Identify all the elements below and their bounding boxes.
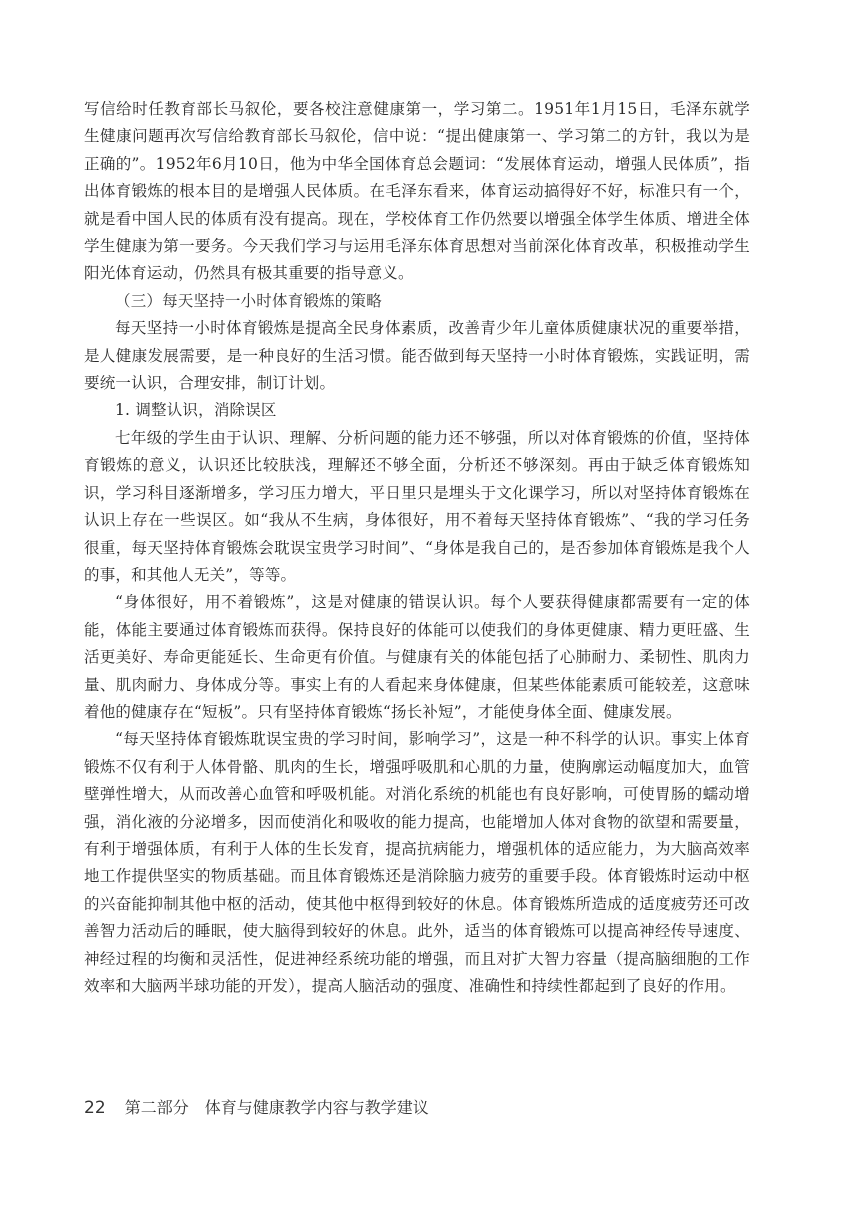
paragraph-one-hour-exercise: 每天坚持一小时体育锻炼是提高全民身体素质，改善青少年儿童体质健康状况的重要举措，是人健康发展需要，是一种良好的生活习惯。能否做到每天坚持一小时体育锻炼，实践证明，需要统一认识，合理安排，制订计划。 xyxy=(84,319,750,393)
subheading-adjust-understanding: 1. 调整认识，消除误区 xyxy=(115,401,277,420)
footer-section-title: 第二部分 体育与健康教学内容与教学建议 xyxy=(124,1098,429,1117)
paragraph-fitness-health: “身体很好，用不着锻炼”，这是对健康的错误认识。每个人要获得健康都需要有一定的体能，体能主要通过体育锻炼而获得。保持良好的体能可以使我们的身体更健康、精力更旺盛、生活更美好、寿命更能延长、生命更有价值。与健康有关的体能包括了心肺耐力、柔韧性、肌肉力量、肌肉耐力、身体成分等。事实上有的人看起来身体健康，但某些体能素质可能较差，这意味着他的健康存在“短板”。只有坚持体育锻炼“扬长补短”，才能使身体全面、健康发展。 xyxy=(84,593,750,721)
page-body xyxy=(84,96,750,1000)
paragraph-misconceptions: 七年级的学生由于认识、理解、分析问题的能力还不够强，所以对体育锻炼的价值，坚持体育锻炼的意义，认识还比较肤浅，理解还不够全面，分析还不够深刻。再由于缺乏体育锻炼知识，学习科目逐渐增多，学习压力增大，平日里只是埋头于文化课学习，所以对坚持体育锻炼在认识上存在一些误区。如“我从不生病，身体很好，用不着每天坚持体育锻炼”、“我的学习任务很重，每天坚持体育锻炼会耽误宝贵学习时间”、“身体是我自己的，是否参加体育锻炼是我个人的事，和其他人无关”，等等。 xyxy=(84,428,750,584)
paragraph-mao-health: 写信给时任教育部长马叙伦，要各校注意健康第一，学习第二。1951年1月15日，毛泽东就学生健康问题再次写信给教育部长马叙伦，信中说：“提出健康第一、学习第二的方针，我以为是正确的”。1952年6月10日，他为中华全国体育总会题词：“发展体育运动，增强人民体质”，指出体育锻炼的根本目的是增强人民体质。在毛泽东看来，体育运动搞得好不好，标准只有一个，就是看中国人民的体质有没有提高。现在，学校体育工作仍然要以增强全体学生体质、增进全体学生健康为第一要务。今天我们学习与运用毛泽东体育思想对当前深化体育改革，积极推动学生阳光体育运动，仍然具有极其重要的指导意义。 xyxy=(84,100,750,283)
page-number: 22 xyxy=(84,1098,106,1118)
paragraph-exercise-study: “每天坚持体育锻炼耽误宝贵的学习时间，影响学习”，这是一种不科学的认识。事实上体育锻炼不仅有利于人体骨骼、肌肉的生长，增强呼吸肌和心肌的力量，使胸廓运动幅度加大，血管壁弹性增大，从而改善心血管和呼吸机能。对消化系统的机能也有良好影响，可使胃肠的蠕动增强，消化液的分泌增多，因而使消化和吸收的能力提高，也能增加人体对食物的欲望和需要量，有利于增强体质，有利于人体的生长发育，提高抗病能力，增强机体的适应能力，为大脑高效率地工作提供坚实的物质基础。而且体育锻炼还是消除脑力疲劳的重要手段。体育锻炼时运动中枢的兴奋能抑制其他中枢的活动，使其他中枢得到较好的休息。体育锻炼所造成的适度疲劳还可改善智力活动后的睡眠，使大脑得到较好的休息。此外，适当的体育锻炼可以提高神经传导速度、神经过程的均衡和灵活性，促进神经系统功能的增强，而且对扩大智力容量（提高脑细胞的工作效率和大脑两半球功能的开发），提高人脑活动的强度、准确性和持续性都起到了良好的作用。 xyxy=(84,730,750,995)
section-heading-strategy: （三）每天坚持一小时体育锻炼的策略 xyxy=(115,291,382,310)
page-footer xyxy=(84,1095,429,1118)
